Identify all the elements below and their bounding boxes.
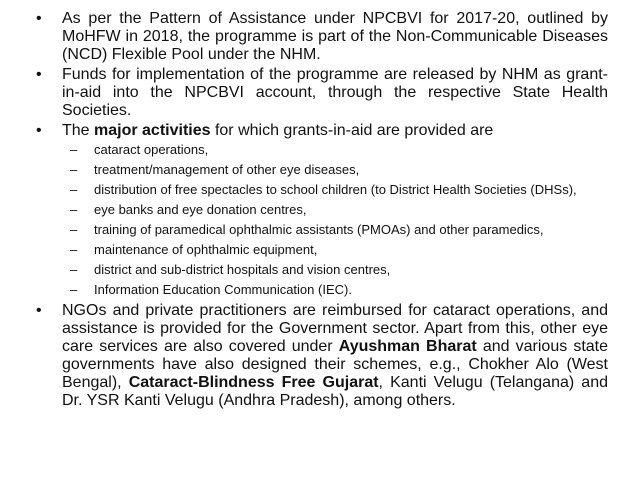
bullet-icon: • — [36, 10, 42, 27]
bullet-text-post: for which grants-in-aid are provided are — [210, 122, 494, 139]
activity-text: training of paramedical ophthalmic assistants (PMOAs) and other paramedics, — [94, 222, 544, 237]
bullet-item-ngos — [30, 302, 608, 410]
dash-icon: – — [70, 222, 78, 237]
dash-icon: – — [70, 202, 78, 217]
activity-text: distribution of free spectacles to school children (to District Health Societies (DHSs), — [94, 182, 577, 197]
dash-icon: – — [70, 142, 78, 157]
bullet-text-bold-ayushman: Ayushman Bharat — [338, 338, 477, 355]
bullet-text-bold: major activities — [94, 122, 211, 139]
bullet-text: As per the Pattern of Assistance under NPCBVI for 2017-20, outlined by MoHFW in 2018, the programme is part of the Non-Communicable Diseases (NCD) Flexible Pool under the NHM. — [62, 10, 608, 63]
dash-icon: – — [70, 162, 78, 177]
dash-icon: – — [70, 242, 78, 257]
dash-icon: – — [70, 282, 78, 297]
activity-text: cataract operations, — [94, 142, 209, 157]
bullet-item-major-activities — [30, 122, 608, 298]
activity-item — [62, 242, 608, 258]
activity-item — [62, 222, 608, 238]
activity-item — [62, 282, 608, 298]
activities-list — [62, 142, 608, 298]
activity-item — [62, 182, 608, 198]
activity-text: maintenance of ophthalmic equipment, — [94, 242, 318, 257]
activity-item — [62, 202, 608, 218]
bullet-icon: • — [36, 302, 42, 319]
bullet-icon: • — [36, 66, 42, 83]
bullet-text-2: and various state governments have also designed their schemes, e.g., Chokher Alo (West Bengal), — [62, 338, 609, 391]
activity-text: eye banks and eye donation centres, — [94, 202, 307, 217]
bullet-text-3: , Kanti Velugu (Telangana) and Dr. YSR Kanti Velugu (Andhra Pradesh), among others. — [62, 374, 608, 409]
bullet-text-1: NGOs and private practitioners are reimbursed for cataract operations, and assistance is provided for the Government sector. Apart from this, other eye care services are also covered under — [62, 302, 608, 355]
bullet-item-pattern-of-assistance — [30, 10, 608, 64]
bullet-list — [30, 10, 608, 410]
bullet-text-bold-gujarat: Cataract-Blindness Free Gujarat — [128, 374, 379, 391]
bullet-text: Funds for implementation of the programme are released by NHM as grant-in-aid into the NPCBVI account, through the respective State Health Societies. — [62, 66, 608, 119]
activity-item — [62, 142, 608, 158]
bullet-text-pre: The — [62, 122, 95, 139]
activity-text: Information Education Communication (IEC). — [94, 282, 352, 297]
activity-text: district and sub-district hospitals and vision centres, — [94, 262, 391, 277]
bullet-item-funds — [30, 66, 608, 120]
dash-icon: – — [70, 262, 78, 277]
bullet-icon: • — [36, 122, 42, 139]
activity-item — [62, 162, 608, 178]
activity-text: treatment/management of other eye diseases, — [94, 162, 360, 177]
dash-icon: – — [70, 182, 78, 197]
activity-item — [62, 262, 608, 278]
